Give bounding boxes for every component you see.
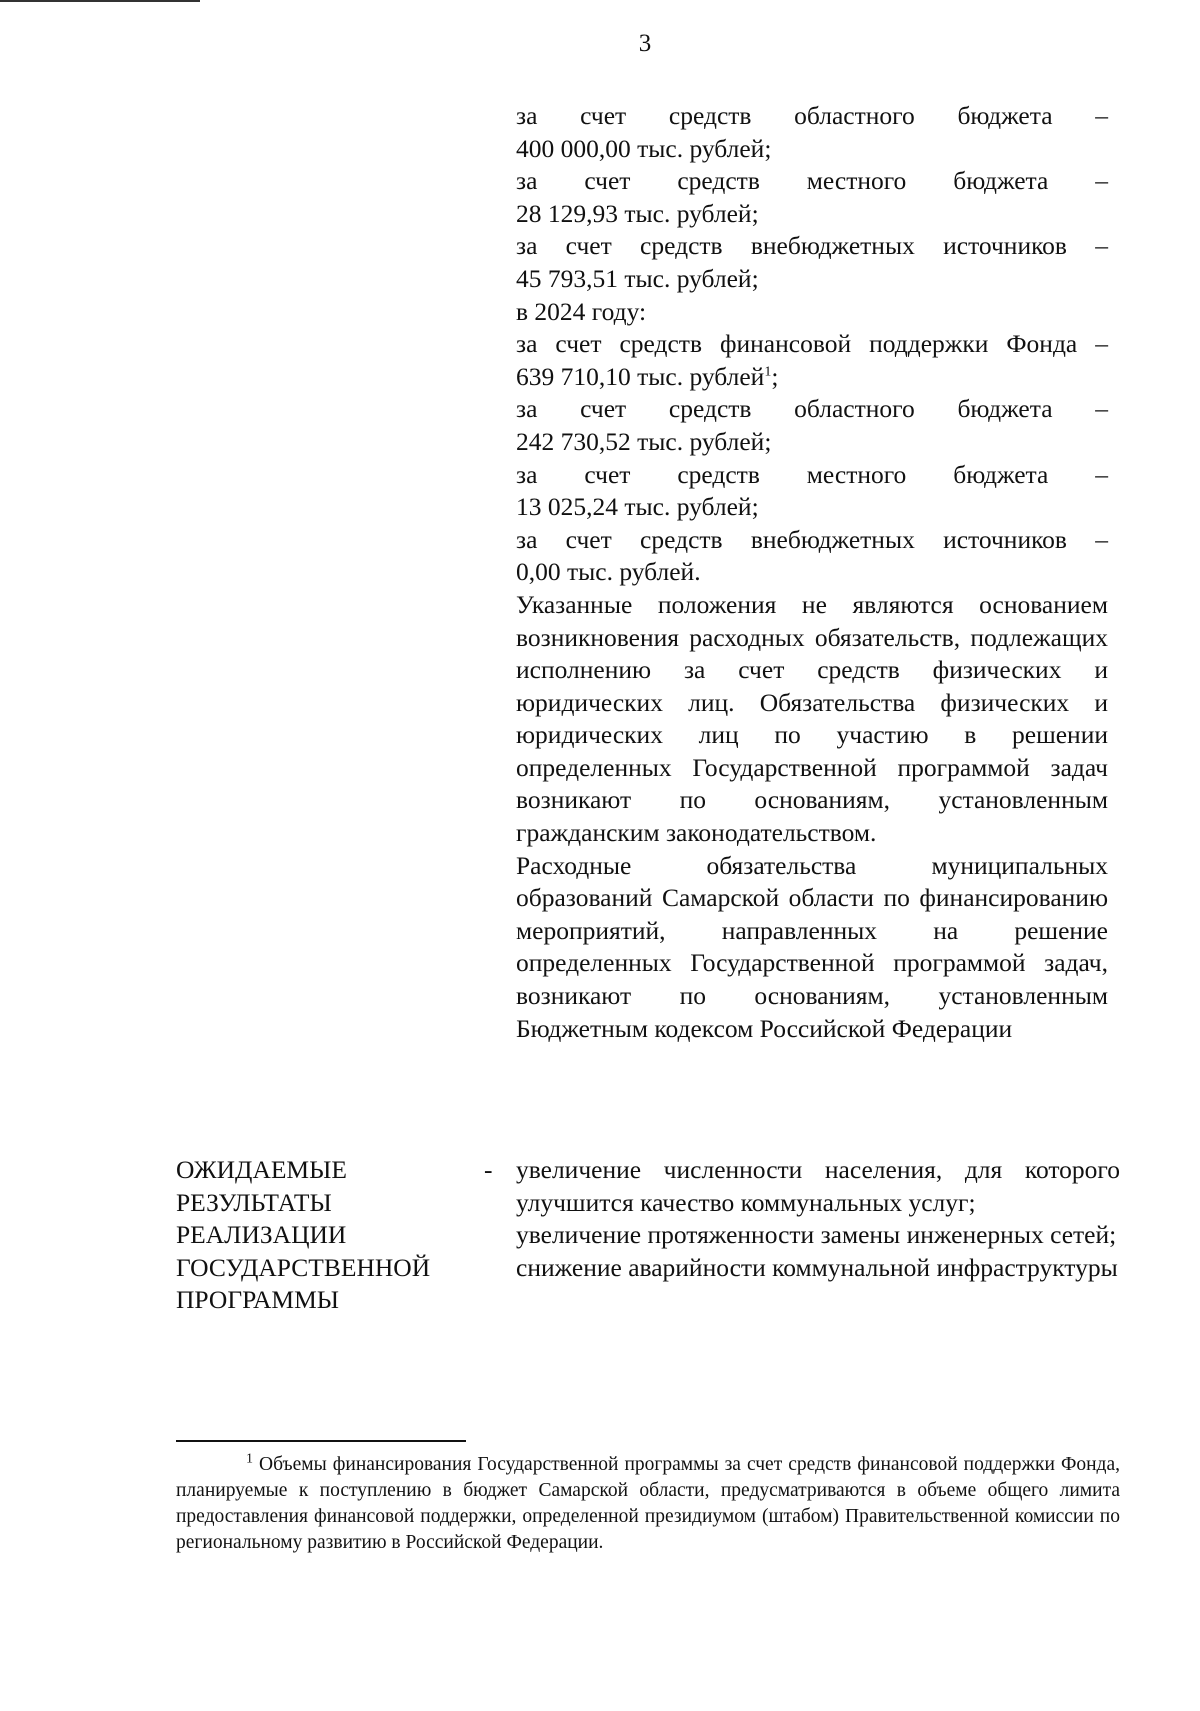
footnote-mark: 1 (246, 1451, 253, 1467)
municipal-obligations-paragraph: Расходные обязательства муниципальных образований Самарской области по финансированию мероприятий, направленных на решение определенных Государственной программой задач, возникают по основаниям, установленным Бюджетным кодексом Российской Федерации (516, 850, 1108, 1043)
scan-edge-line (0, 0, 200, 2)
footnote-separator (176, 1440, 466, 1442)
label-line: РЕЗУЛЬТАТЫ (176, 1187, 332, 1217)
expected-results-list (516, 1154, 1120, 1284)
year-heading: в 2024 году: (516, 296, 647, 326)
funding-line: за счет средств внебюджетных источников – (516, 231, 1108, 261)
funding-sources-block (516, 100, 1108, 1045)
funding-line-with-footnote (516, 361, 1108, 394)
funding-line: 28 129,93 тыс. рублей; (516, 198, 759, 228)
footnote-reference: 1 (764, 364, 772, 380)
result-item: снижение аварийности коммунальной инфраструктуры (516, 1252, 1118, 1282)
funding-line: 13 025,24 тыс. рублей; (516, 492, 759, 522)
funding-line: за счет средств внебюджетных источников – (516, 524, 1108, 554)
funding-line: за счет средств областного бюджета – (516, 394, 1108, 424)
expected-results-label (176, 1154, 476, 1317)
page-number: 3 (638, 30, 652, 57)
label-line: ГОСУДАРСТВЕННОЙ (176, 1252, 431, 1282)
provisions-paragraph: Указанные положения не являются основанием возникновения расходных обязательств, подлежащих исполнению за счет средств физических и юридических лиц. Обязательства физических и юридических лиц по участию в решении определенных Государственной программой задач возникают по основаниям, установленным гражданским законодательством. (516, 589, 1108, 848)
funding-line: 45 793,51 тыс. рублей; (516, 263, 759, 293)
footnote-text: Объемы финансирования Государственной программы за счет средств финансовой поддержки Фонда, планируемые к поступлению в бюджет Самарской области, предусматриваются в объеме общего лимита предоставления финансовой поддержки, определенной президиумом (штабом) Правительственной комиссии по региональному развитию в Российской Федерации. (176, 1454, 1121, 1553)
funding-amount-suffix: ; (771, 361, 779, 391)
label-line: ПРОГРАММЫ (176, 1285, 339, 1315)
results-dash: - (484, 1155, 493, 1184)
footnote (176, 1452, 1120, 1556)
funding-amount: 639 710,10 тыс. рублей (516, 361, 765, 391)
funding-line: 400 000,00 тыс. рублей; (516, 133, 772, 163)
result-item: увеличение протяженности замены инженерных сетей; (516, 1220, 1117, 1250)
funding-line: за счет средств финансовой поддержки Фонда – (516, 329, 1108, 359)
label-line: РЕАЛИЗАЦИИ (176, 1220, 347, 1250)
funding-line: 0,00 тыс. рублей. (516, 557, 701, 587)
result-item: увеличение численности населения, для которого улучшится качество коммунальных услуг; (516, 1155, 1120, 1217)
funding-line: 242 730,52 тыс. рублей; (516, 426, 772, 456)
funding-line: за счет средств местного бюджета – (516, 166, 1108, 196)
label-line: ОЖИДАЕМЫЕ (176, 1155, 347, 1184)
funding-line: за счет средств областного бюджета – (516, 101, 1108, 130)
funding-line: за счет средств местного бюджета – (516, 459, 1108, 489)
